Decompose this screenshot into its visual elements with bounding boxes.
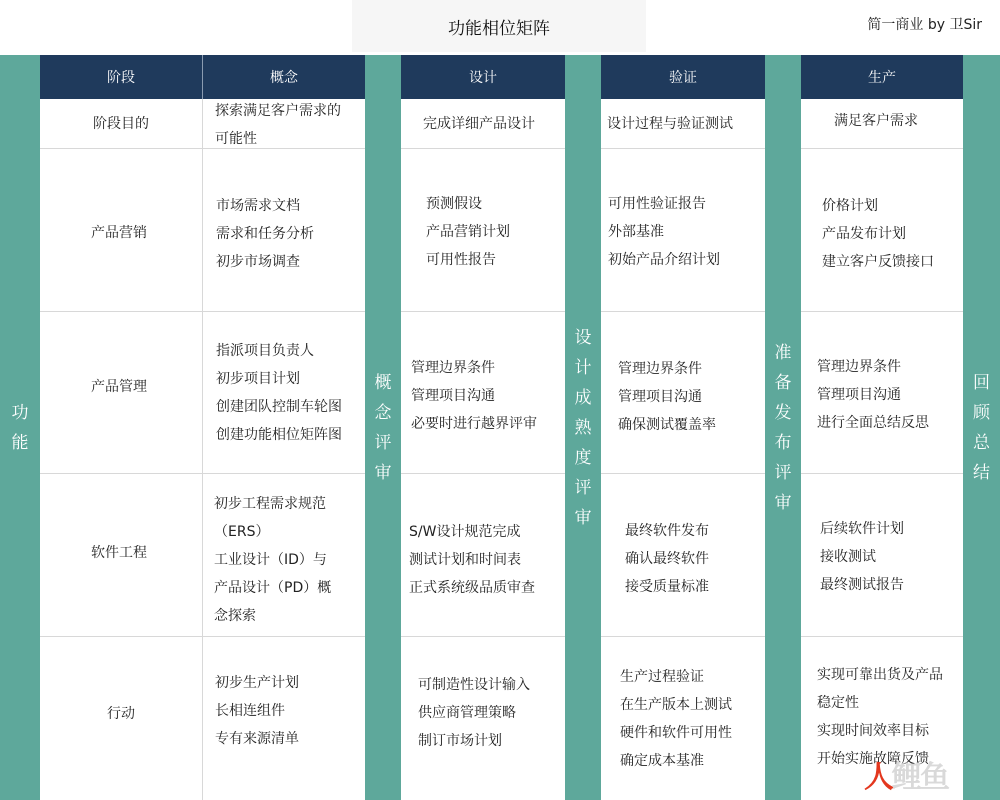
band-char: 念 — [374, 402, 392, 423]
concept-review-label — [375, 368, 392, 488]
design-maturity-review-label — [575, 323, 592, 533]
band-char: 成 — [574, 387, 592, 408]
stage-label: 产品管理 — [91, 379, 147, 395]
row-divider — [801, 148, 963, 149]
release-review-band — [765, 55, 801, 800]
watermark-logo — [864, 752, 948, 796]
row-divider — [801, 311, 963, 312]
band-char: 准 — [774, 342, 792, 363]
concept-cell: 初步工程需求规范 （ERS） 工业设计（ID）与 产品设计（PD）概 念探索 — [214, 496, 332, 624]
page-title: 功能相位矩阵 — [352, 0, 646, 52]
column-divider — [202, 99, 203, 800]
design-cell: 完成详细产品设计 — [423, 116, 535, 132]
concept-cell: 探索满足客户需求的 可能性 — [215, 103, 341, 147]
band-char: 审 — [374, 462, 392, 483]
band-char: 审 — [574, 507, 592, 528]
side-label-band — [0, 55, 40, 800]
side-label — [12, 398, 29, 458]
concept-cell: 指派项目负责人 初步项目计划 创建团队控制车轮图 创建功能相位矩阵图 — [216, 343, 342, 443]
row-divider — [401, 473, 565, 474]
band-char: 结 — [973, 462, 990, 483]
band-char: 设 — [574, 327, 592, 348]
header-stage: 阶段 — [40, 55, 202, 99]
band-char: 总 — [973, 432, 990, 453]
watermark-part1: 人 — [864, 760, 892, 795]
band-char: 能 — [11, 432, 29, 453]
validation-cell: 管理边界条件 管理项目沟通 确保测试覆盖率 — [618, 361, 716, 433]
production-cell: 管理边界条件 管理项目沟通 进行全面总结反思 — [817, 359, 929, 431]
row-divider — [401, 311, 565, 312]
production-cell: 实现可靠出货及产品 稳定性 实现时间效率目标 开始实施故障反馈 — [817, 667, 943, 767]
validation-cell: 最终软件发布 确认最终软件 接受质量标准 — [625, 523, 709, 595]
validation-cell: 设计过程与验证测试 — [607, 116, 733, 132]
design-cell: 可制造性设计输入 供应商管理策略 制订市场计划 — [418, 677, 530, 749]
stage-label: 行动 — [107, 706, 135, 722]
row-divider — [401, 636, 565, 637]
design-cell: S/W设计规范完成 测试计划和时间表 正式系统级品质审查 — [409, 524, 535, 596]
band-char: 审 — [774, 492, 792, 513]
band-char: 熟 — [574, 417, 592, 438]
band-char: 度 — [574, 447, 592, 468]
release-review-label — [775, 338, 792, 518]
row-divider — [601, 473, 765, 474]
validation-cell: 可用性验证报告 外部基准 初始产品介绍计划 — [608, 196, 720, 268]
concept-cell: 初步生产计划 长相连组件 专有来源清单 — [215, 675, 299, 747]
author-credit: 简一商业 by 卫Sir — [867, 17, 982, 33]
concept-review-band — [365, 55, 401, 800]
validation-cell: 生产过程验证 在生产版本上测试 硬件和软件可用性 确定成本基准 — [620, 669, 732, 769]
retrospective-band — [963, 55, 1000, 800]
band-char: 概 — [374, 372, 392, 393]
row-divider — [401, 148, 565, 149]
band-char: 布 — [774, 432, 792, 453]
row-divider — [601, 148, 765, 149]
band-char: 备 — [774, 372, 792, 393]
header-design: 设计 — [401, 55, 565, 99]
row-divider — [801, 473, 963, 474]
band-char: 评 — [774, 462, 792, 483]
header-validation: 验证 — [601, 55, 765, 99]
row-divider — [601, 636, 765, 637]
production-cell: 后续软件计划 接收测试 最终测试报告 — [820, 521, 904, 593]
band-char: 评 — [374, 432, 392, 453]
band-char: 计 — [574, 357, 592, 378]
band-char: 评 — [574, 477, 592, 498]
row-divider — [601, 311, 765, 312]
concept-cell: 市场需求文档 需求和任务分析 初步市场调查 — [216, 198, 314, 270]
row-divider — [801, 636, 963, 637]
band-char: 功 — [11, 402, 29, 423]
production-cell: 满足客户需求 — [834, 113, 918, 129]
stage-label: 产品营销 — [91, 225, 147, 241]
stage-label: 软件工程 — [91, 545, 147, 561]
watermark-part2: 鲤鱼 — [892, 760, 948, 795]
retrospective-label — [973, 368, 990, 488]
band-char: 回 — [973, 372, 990, 393]
design-cell: 管理边界条件 管理项目沟通 必要时进行越界评审 — [411, 360, 537, 432]
design-maturity-review-band — [565, 55, 601, 800]
band-char: 顾 — [973, 402, 990, 423]
band-char: 发 — [774, 402, 792, 423]
header-concept: 概念 — [203, 55, 365, 99]
production-cell: 价格计划 产品发布计划 建立客户反馈接口 — [822, 198, 934, 270]
stage-label: 阶段目的 — [93, 116, 149, 132]
header-production: 生产 — [801, 55, 963, 99]
design-cell: 预测假设 产品营销计划 可用性报告 — [426, 196, 510, 268]
